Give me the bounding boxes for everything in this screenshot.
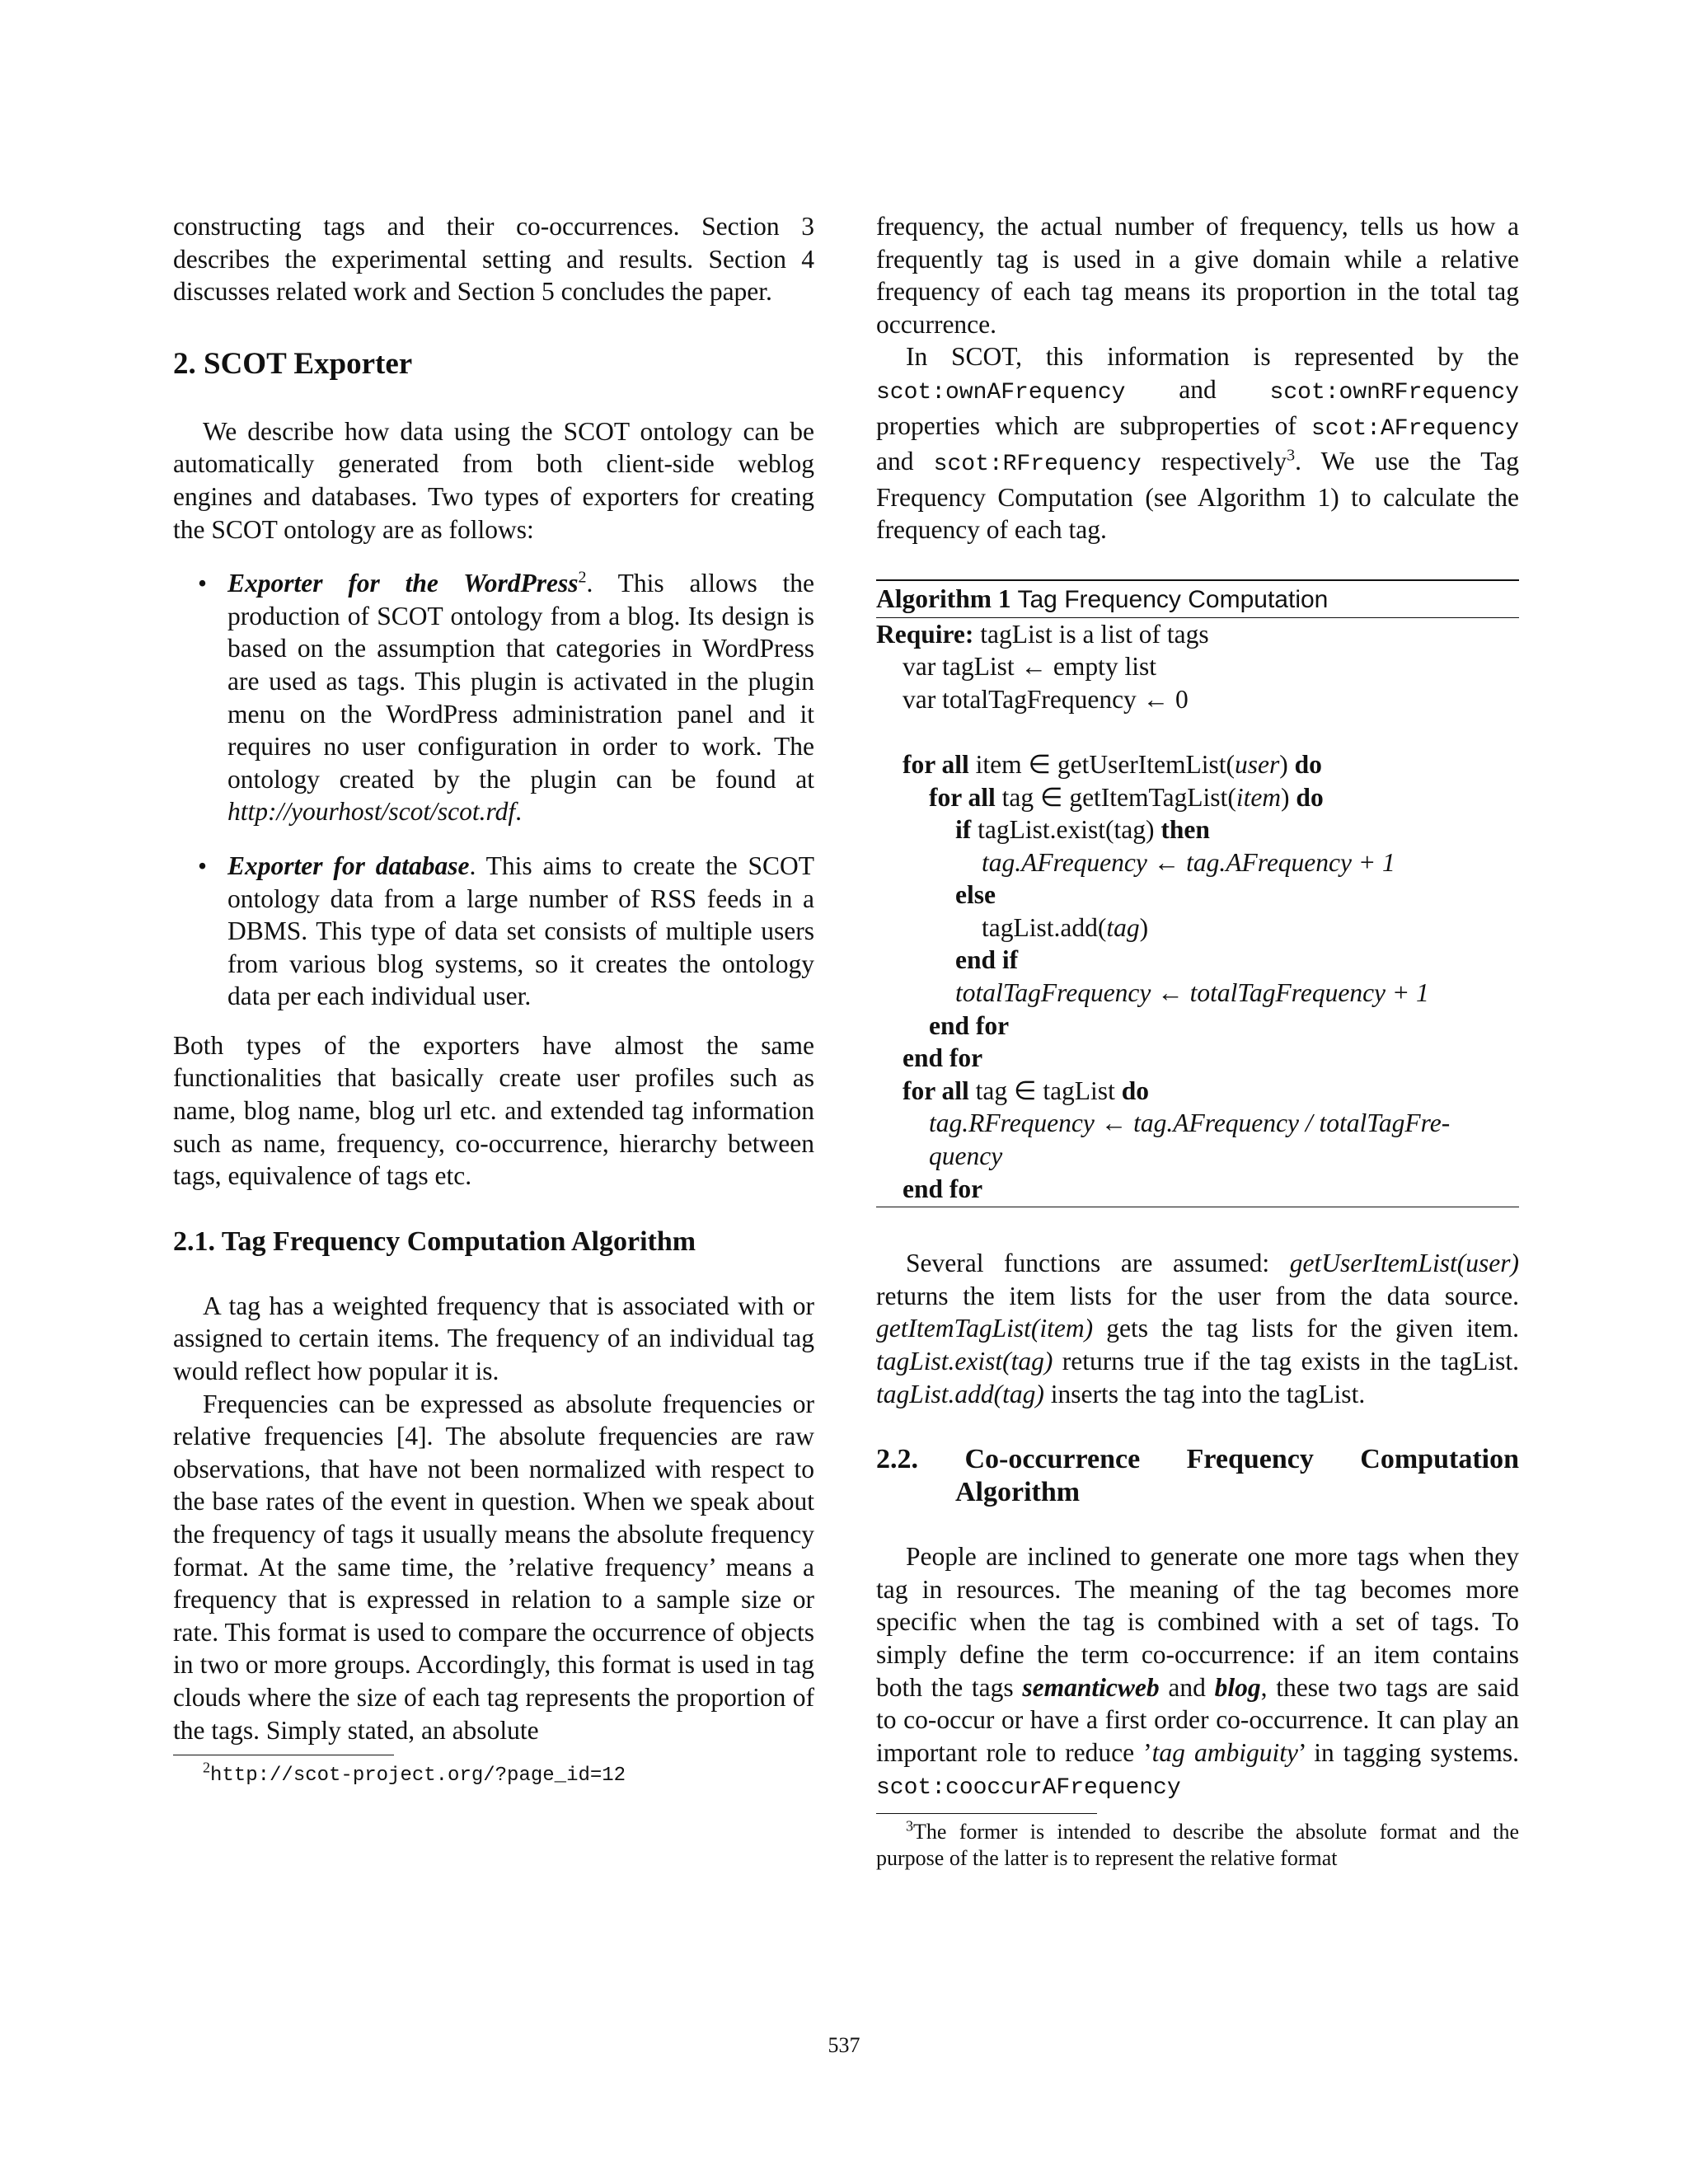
left-column [173, 210, 814, 1789]
algo-text: ) [1281, 782, 1290, 812]
text-run: and [876, 447, 934, 476]
section-2-1-paragraph-2: Frequencies can be expressed as absolute frequencies or relative frequencies [4]. The absolute frequencies are raw observations, that have not been normalized with respect to the base rates of the event in question. When we speak about the frequency of tags it usually means the absolute frequency format. At the same time, the ’relative frequency’ means a frequency that is expressed in relation to a sample size or rate. This format is used to compare the occurrence of objects in two or more groups. Accordingly, this format is used in tag clouds where the size of each tag represents the proportion of the tags. Simply stated, an absolute [173, 1389, 814, 1745]
algorithm-header [876, 581, 1519, 618]
algo-text: tagList.exist(tag) [978, 815, 1155, 845]
function-name: tagList.add(tag) [876, 1379, 1044, 1408]
text-run: properties which are subproperties of [876, 410, 1311, 440]
algo-line [876, 781, 1519, 814]
right-column [876, 210, 1519, 1872]
page-number: 537 [828, 2033, 860, 2057]
algo-text: ) [1279, 749, 1288, 779]
exporter-list [173, 567, 814, 1013]
section-2-title: 2. SCOT Exporter [173, 346, 413, 381]
text-run: People are inclined to generate one more tags when they tag in resources. The meaning of the tag becomes more specific when the tag is combined with a set of tags. To simply define the term co-occurrence: if an item contains both the tags [876, 1542, 1519, 1702]
algo-line: tag.RFrequency ← tag.AFrequency / totalTagFre- [929, 1108, 1451, 1138]
keyword: for all [929, 782, 996, 812]
algo-text: tagList.add( [982, 912, 1107, 942]
algo-text: tag ∈ tagList [975, 1076, 1115, 1105]
tag-blog: blog [1214, 1672, 1261, 1702]
algo-line: tag.AFrequency ← tag.AFrequency + 1 [982, 847, 1395, 877]
algo-var: user [1235, 749, 1280, 779]
code-cooccur-afrequency: scot:cooccurAFrequency [876, 1775, 1181, 1802]
algo-text: ) [1139, 912, 1149, 942]
function-name: getUserItemList(user) [1289, 1249, 1519, 1278]
algo-text: item ∈ getUserItemList( [975, 749, 1236, 779]
period: . [515, 797, 523, 827]
footnote-mark-2: 2 [578, 568, 587, 587]
section-2-1-title: 2.1. Tag Frequency Computation Algorithm [173, 1226, 696, 1257]
function-name: getItemTagList(item) [876, 1314, 1094, 1343]
footnote-2-mark: 2 [203, 1759, 210, 1776]
right-paragraph-3 [876, 1247, 1519, 1410]
footnote-mark-3: 3 [1287, 446, 1296, 465]
text-run: and [1159, 1672, 1215, 1702]
footnote-3 [876, 1819, 1519, 1872]
algorithm-title: Tag Frequency Computation [1017, 585, 1329, 613]
bullet-title-database: Exporter for database [227, 851, 470, 880]
keyword: for all [903, 749, 969, 779]
section-2-intro: We describe how data using the SCOT ontology can be automatically generated from both client-side weblog engines and databases. Two types of exporters for creating the SCOT ontology are as follows: [173, 416, 814, 544]
algo-text: tagList is a list of tags [980, 619, 1209, 649]
algo-line [876, 748, 1519, 781]
algo-line: end for [903, 1043, 983, 1073]
right-paragraph-1: frequency, the actual number of frequency, tells us how a frequently tag is used in a give domain while a relative frequency of each tag means its proportion in the total tag occurrence. [876, 212, 1519, 339]
algo-line [876, 1075, 1519, 1108]
scot-rdf-url: http://yourhost/scot/scot.rdf [227, 797, 516, 827]
tag-semanticweb: semanticweb [1022, 1672, 1160, 1702]
keyword: if [955, 815, 972, 845]
algo-line [876, 813, 1519, 846]
keyword: do [1121, 1076, 1149, 1105]
algo-line: var tagList ← empty list [903, 652, 1156, 682]
list-item [173, 850, 814, 1013]
keyword: Require: [876, 619, 974, 649]
right-paragraph-4 [876, 1540, 1519, 1805]
text-run: inserts the tag into the tagList. [1043, 1379, 1366, 1408]
keyword: do [1296, 782, 1324, 812]
text-run: and [1125, 374, 1270, 404]
bullet-text-wordpress: . This allows the production of SCOT ontology from a blog. Its design is based on the assumption that categories in WordPress are used as tags. This plugin is activated in the plugin menu on the WordPress administration panel and it requires no user configuration in order to work. The ontology created by the plugin can be found at [227, 569, 814, 794]
bullet-title-wordpress: Exporter for the WordPress [227, 569, 579, 598]
algo-line [876, 618, 1519, 651]
algorithm-label: Algorithm 1 [876, 583, 1011, 613]
code-own-rfrequency: scot:ownRFrequency [1269, 379, 1519, 405]
keyword: do [1294, 749, 1322, 779]
algo-line: var totalTagFrequency ← 0 [903, 684, 1189, 714]
text-run: . We use the Tag Frequency Computation (see Algorithm 1) to calculate the frequency of each tag. [876, 447, 1519, 545]
footnote-3-text: The former is intended to describe the absolute format and the purpose of the latter is to represent the relative format [876, 1819, 1519, 1870]
algo-text: tag ∈ getItemTagList( [1001, 782, 1236, 812]
section-2-2-title: 2.2. Co-occurrence Frequency Computation Algorithm [876, 1444, 1519, 1508]
term-tag-ambiguity: tag ambiguity [1151, 1737, 1298, 1767]
keyword: then [1160, 815, 1210, 845]
algo-line: quency [929, 1141, 1003, 1171]
text-run: respectively [1141, 447, 1287, 476]
text-run: returns the item lists for the user from the data source. [876, 1281, 1519, 1310]
algorithm-1-box [876, 579, 1519, 1207]
footnote-2-url: http://scot-project.org/?page_id=12 [210, 1765, 626, 1788]
bullet-text-database: . This aims to create the SCOT ontology data from a large number of RSS feeds in a DBMS. This type of data set consists of multiple users from various blog systems, so it creates the ontology data per each individual user. [227, 851, 814, 1011]
text-run: , these two tags are said to co-occur or have a first order co-occurrence. It can play an important role to reduce ’ [876, 1672, 1520, 1767]
algo-blank-line [876, 715, 1519, 748]
both-types-paragraph: Both types of the exporters have almost the same functionalities that basically create user profiles such as name, blog name, blog url etc. and extended tag information such as name, frequency, co-occurrence, hierarchy between tags, equivalence of tags etc. [173, 1030, 814, 1191]
algo-line: end for [929, 1010, 1010, 1040]
footnote-2 [173, 1760, 814, 1789]
text-run: returns true if the tag exists in the tagList. [1053, 1347, 1519, 1376]
algo-line: end for [903, 1174, 983, 1203]
right-paragraph-2 [876, 340, 1519, 546]
footnote-3-mark: 3 [906, 1817, 913, 1835]
code-rfrequency: scot:RFrequency [933, 452, 1142, 478]
section-2-1-paragraph-1: A tag has a weighted frequency that is associated with or assigned to certain items. The frequency of an individual tag would reflect how popular it is. [173, 1291, 814, 1386]
code-own-afrequency: scot:ownAFrequency [876, 379, 1126, 405]
algo-var: tag [1106, 912, 1140, 942]
code-afrequency: scot:AFrequency [1311, 415, 1519, 442]
algorithm-body [876, 618, 1519, 1207]
keyword: for all [903, 1076, 969, 1105]
text-run: In SCOT, this information is represented by the [906, 342, 1519, 372]
algo-var: item [1236, 782, 1282, 812]
algo-line: totalTagFrequency ← totalTagFrequency + 1 [955, 978, 1429, 1008]
intro-paragraph: constructing tags and their co-occurrences. Section 3 describes the experimental setting and results. Section 4 discusses related work and Section 5 concludes the paper. [173, 212, 814, 307]
function-name: tagList.exist(tag) [876, 1347, 1053, 1376]
algo-line: else [955, 880, 996, 910]
text-run: ’ in tagging systems. [1297, 1737, 1519, 1767]
footnote-rule [876, 1813, 1097, 1814]
text-run: Several functions are assumed: [906, 1249, 1290, 1278]
text-run: gets the tag lists for the given item. [1093, 1314, 1519, 1343]
list-item [173, 567, 814, 828]
algo-line [876, 912, 1519, 944]
algo-line: end if [955, 945, 1019, 975]
